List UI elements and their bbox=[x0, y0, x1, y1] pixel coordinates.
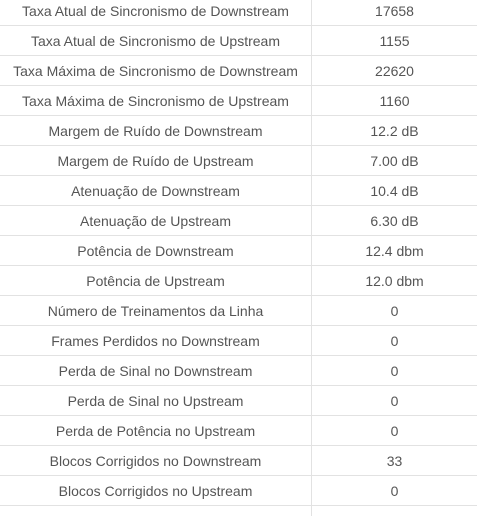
row-value: 17658 bbox=[375, 2, 414, 19]
row-label: Margem de Ruído de Downstream bbox=[0, 116, 312, 145]
table-row-partial bbox=[0, 506, 477, 516]
row-label: Margem de Ruído de Upstream bbox=[0, 146, 312, 175]
row-value: 0 bbox=[390, 332, 399, 349]
row-value: 10.4 dB bbox=[370, 182, 419, 199]
table-row bbox=[0, 146, 477, 176]
row-label: Perda de Sinal no Downstream bbox=[0, 356, 312, 385]
row-value: 6.30 dB bbox=[370, 212, 419, 229]
row-label: Potência de Downstream bbox=[0, 236, 312, 265]
table-row bbox=[0, 0, 477, 26]
table-row bbox=[0, 416, 477, 446]
row-value: 0 bbox=[390, 302, 399, 319]
row-value: 0 bbox=[390, 362, 399, 379]
row-value: 0 bbox=[390, 392, 399, 409]
table-row bbox=[0, 326, 477, 356]
row-value-empty bbox=[312, 506, 477, 516]
table-row bbox=[0, 446, 477, 476]
row-label: Taxa Máxima de Sincronismo de Downstream bbox=[0, 56, 312, 85]
row-label: Número de Treinamentos da Linha bbox=[0, 296, 312, 325]
row-label: Perda de Sinal no Upstream bbox=[0, 386, 312, 415]
row-label: Atenuação de Upstream bbox=[0, 206, 312, 235]
row-label: Taxa Atual de Sincronismo de Downstream bbox=[0, 0, 312, 25]
row-label: Atenuação de Downstream bbox=[0, 176, 312, 205]
table-row bbox=[0, 266, 477, 296]
table-row bbox=[0, 86, 477, 116]
row-value: 1155 bbox=[379, 32, 410, 49]
table-row bbox=[0, 296, 477, 326]
row-value: 0 bbox=[390, 482, 399, 499]
table-row bbox=[0, 476, 477, 506]
table-row bbox=[0, 56, 477, 86]
row-label: Potência de Upstream bbox=[0, 266, 312, 295]
row-label: Perda de Potência no Upstream bbox=[0, 416, 312, 445]
table-row bbox=[0, 116, 477, 146]
table-row bbox=[0, 206, 477, 236]
table-row bbox=[0, 356, 477, 386]
row-label: Blocos Corrigidos no Upstream bbox=[0, 476, 312, 505]
row-value: 33 bbox=[386, 452, 403, 469]
row-value: 0 bbox=[390, 422, 399, 439]
row-label: Taxa Atual de Sincronismo de Upstream bbox=[0, 26, 312, 55]
row-label-empty bbox=[0, 506, 312, 516]
row-value: 12.4 dbm bbox=[365, 242, 424, 259]
row-value: 12.0 dbm bbox=[365, 272, 424, 289]
row-label: Taxa Máxima de Sincronismo de Upstream bbox=[0, 86, 312, 115]
table-row bbox=[0, 26, 477, 56]
row-label: Frames Perdidos no Downstream bbox=[0, 326, 312, 355]
row-value: 1160 bbox=[379, 92, 410, 109]
row-value: 7.00 dB bbox=[370, 152, 419, 169]
row-value: 12.2 dB bbox=[370, 122, 419, 139]
row-value: 22620 bbox=[375, 62, 414, 79]
table-row bbox=[0, 386, 477, 416]
table-row bbox=[0, 176, 477, 206]
table-row bbox=[0, 236, 477, 266]
row-label: Blocos Corrigidos no Downstream bbox=[0, 446, 312, 475]
